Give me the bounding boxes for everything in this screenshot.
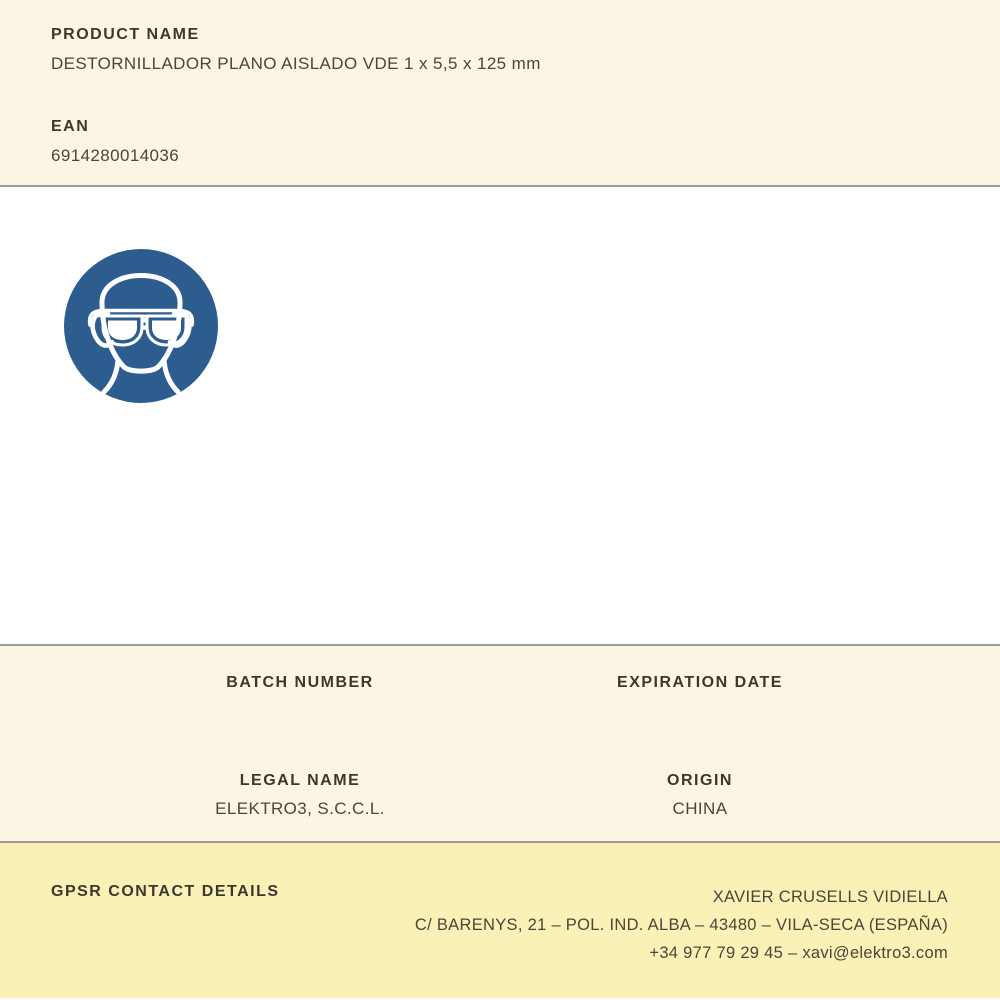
batch-number-cell xyxy=(100,674,500,701)
legal-name-value: ELEKTRO3, S.C.C.L. xyxy=(215,799,385,818)
legal-name-label: LEGAL NAME xyxy=(239,772,361,789)
gpsr-contact-section xyxy=(0,843,1000,998)
gpsr-contact-label: GPSR CONTACT DETAILS xyxy=(51,883,280,900)
product-name-label: PRODUCT NAME xyxy=(51,26,200,43)
legal-name-cell xyxy=(100,772,500,818)
expiration-date-cell xyxy=(500,674,900,701)
ean-label: EAN xyxy=(51,118,90,135)
gpsr-contact-name: XAVIER CRUSELLS VIDIELLA xyxy=(712,888,948,906)
gpsr-contact-block xyxy=(415,883,948,967)
ean-value: 6914280014036 xyxy=(51,146,180,165)
product-name-group xyxy=(51,26,949,73)
expiration-date-label: EXPIRATION DATE xyxy=(617,674,783,691)
gpsr-contact-address: C/ BARENYS, 21 – POL. IND. ALBA – 43480 – VILA-SECA (ESPAÑA) xyxy=(414,916,948,934)
details-section xyxy=(0,646,1000,843)
origin-label: ORIGIN xyxy=(667,772,733,789)
ean-group xyxy=(51,118,949,165)
gpsr-contact-phone-email: +34 977 79 29 45 – xavi@elektro3.com xyxy=(649,944,948,962)
product-header-section xyxy=(0,0,1000,187)
origin-cell xyxy=(500,772,900,818)
details-grid xyxy=(100,674,900,818)
safety-pictogram-section xyxy=(0,187,1000,646)
product-name-value: DESTORNILLADOR PLANO AISLADO VDE 1 x 5,5 x 125 mm xyxy=(51,54,541,73)
batch-number-label: BATCH NUMBER xyxy=(226,674,374,691)
origin-value: CHINA xyxy=(672,799,728,818)
wear-eye-protection-icon xyxy=(63,248,219,404)
